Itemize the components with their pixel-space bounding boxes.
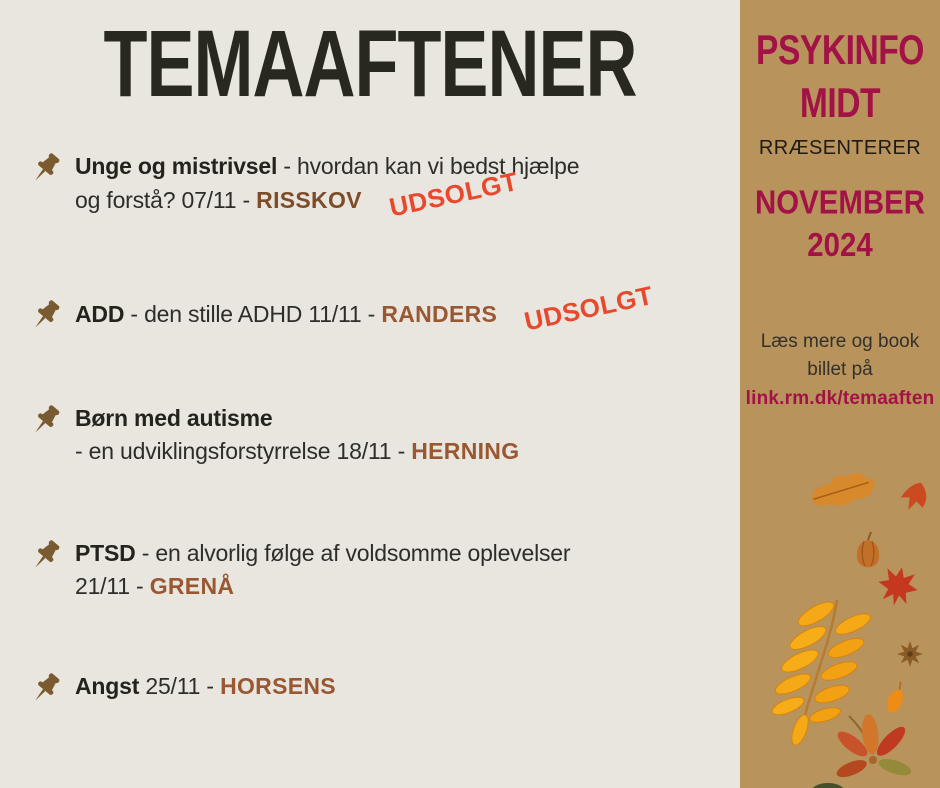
- event-city: RANDERS: [381, 301, 498, 327]
- event-title: Angst: [75, 673, 140, 699]
- event-description-line2: og forstå? 07/11 -: [75, 187, 257, 213]
- month-name: NOVEMBER: [755, 184, 925, 222]
- event-item: [0, 537, 700, 603]
- small-leaf-icon: [884, 680, 909, 715]
- green-gourd-icon: [811, 783, 845, 788]
- pushpin-icon: [26, 150, 64, 188]
- brand-line-2: MIDT: [799, 80, 881, 127]
- oak-leaf-icon: [807, 468, 878, 513]
- presents-label: RRÆSENTERER: [758, 137, 922, 159]
- event-description: - en alvorlig følge af voldsomme oplevelser: [135, 540, 571, 566]
- event-city: HERNING: [411, 438, 520, 464]
- red-leaf-icon: [897, 478, 932, 515]
- pushpin-icon: [26, 537, 64, 575]
- event-item: [0, 279, 700, 337]
- event-description: - hvordan kan vi bedst hjælpe: [277, 153, 580, 179]
- brand-line-1: PSYKINFO: [756, 27, 924, 74]
- autumn-leaves-decoration: [740, 458, 940, 788]
- pushpin-icon: [26, 402, 64, 440]
- event-text: [75, 279, 700, 337]
- event-description-line2: 21/11 -: [75, 573, 150, 599]
- event-text: [75, 537, 700, 603]
- month-label: [742, 182, 938, 267]
- event-city: HORSENS: [220, 673, 336, 699]
- page-title: TEMAAFTENER: [103, 11, 637, 117]
- month-year: 2024: [807, 226, 873, 264]
- event-text: [75, 670, 700, 703]
- event-item: [0, 402, 700, 468]
- maple-leaf-icon: [874, 563, 921, 609]
- event-city: GRENÅ: [149, 573, 235, 599]
- star-anise-icon: [897, 641, 923, 667]
- event-title: Børn med autisme: [75, 405, 273, 431]
- creeper-leaf-icon: [834, 713, 913, 780]
- event-title: PTSD: [75, 540, 136, 566]
- event-description: - den stille ADHD 11/11 -: [124, 301, 382, 327]
- pushpin-icon: [26, 297, 64, 335]
- physalis-icon: [857, 532, 879, 567]
- event-item: [0, 670, 700, 703]
- pushpin-icon: [26, 670, 64, 708]
- event-text: [75, 150, 700, 223]
- event-description-line2: - en udviklingsforstyrrelse 18/11 -: [75, 438, 412, 464]
- event-item: [0, 150, 700, 223]
- event-description: 25/11 -: [139, 673, 221, 699]
- sidebar-panel: [740, 0, 940, 788]
- event-title: Unge og mistrivsel: [75, 153, 278, 179]
- booking-link[interactable]: link.rm.dk/temaaften: [745, 388, 935, 409]
- cta-text: [740, 328, 940, 384]
- cta-line-1: Læs mere og book: [760, 331, 920, 352]
- brand-title: [744, 24, 936, 130]
- event-title: ADD: [75, 301, 125, 327]
- event-text: [75, 402, 700, 468]
- cta-line-2: billet på: [807, 359, 873, 380]
- sold-out-badge: UDSOLGT: [386, 165, 521, 223]
- event-city: RISSKOV: [256, 187, 362, 213]
- sold-out-badge: UDSOLGT: [521, 279, 656, 337]
